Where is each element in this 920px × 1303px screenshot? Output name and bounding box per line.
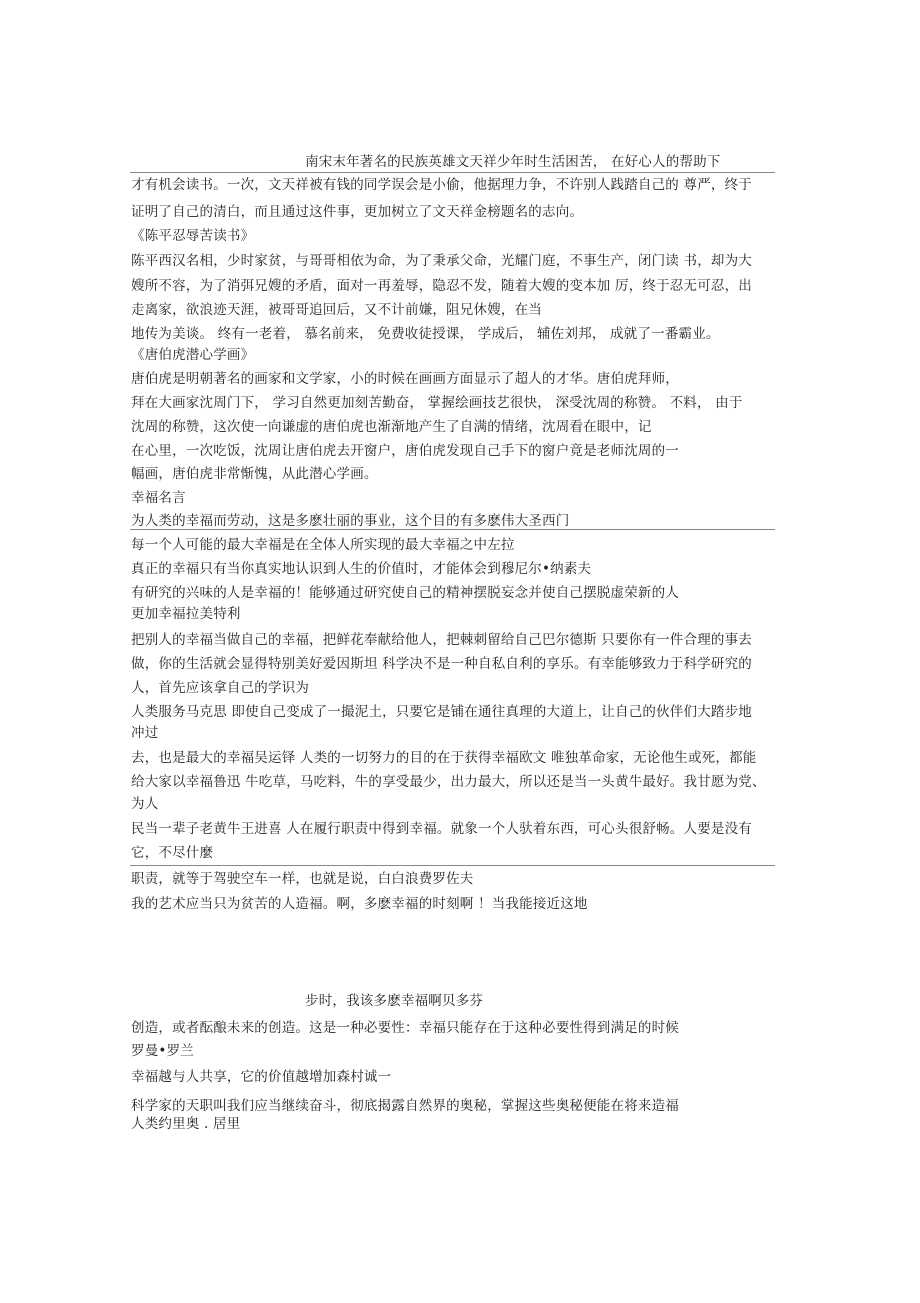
text-line: 南宋末年著名的民族英雄文天祥少年时生活困苦， 在好心人的帮助下 [305,154,721,170]
text-line: 在心里，一次吃饭，沈周让唐伯虎去开窗户，唐伯虎发现自己手下的窗户竟是老师沈周的一 [131,443,679,459]
text-line: 为人类的幸福而劳动，这是多麽壮丽的事业，这个目的有多麽伟大圣西门 [131,513,570,529]
text-line: 做，你的生活就会显得特别美好爱因斯坦 科学决不是一种自私自利的享乐。有幸能够致力于科学研究的 [131,656,752,672]
text-line: 地传为美谈。 终有一老着， 慕名前来， 免费收徒授课， 学成后， 辅佐刘邦， 成就了一番霸业。 [131,326,720,342]
divider [130,172,775,173]
text-line: 我的艺术应当只为贫苦的人造福。啊，多麽幸福的时刻啊 ！当我能接近这地 [131,896,588,912]
text-line: 走离家，欲浪迹天涯，被哥哥追回后，又不计前嫌，阻兄休嫂，在当 [131,302,542,318]
text-line: 沈周的称赞，这次使一向谦虚的唐伯虎也渐渐地产生了自满的情绪，沈周看在眼中，记 [131,419,652,435]
text-line: 人类约里奥 . 居里 [131,1116,241,1132]
text-line: 才有机会读书。一次，文天祥被有钱的同学误会是小偷，他据理力争，不许别人践踏自己的 尊严，终于 [131,177,752,193]
text-line: 唐伯虎是明朝著名的画家和文学家，小的时候在画画方面显示了超人的才华。唐伯虎拜师， [131,371,679,387]
text-line: 把别人的幸福当做自己的幸福，把鲜花奉献给他人，把棘刺留给自己巴尔德斯 只要你有一件合理的事去 [131,632,752,648]
text-line: 陈平西汉名相，少时家贫，与哥哥相依为命，为了秉承父命，光耀门庭，不事生产，闭门读 书，却为大 [131,253,752,269]
divider [130,865,775,866]
text-line: 人类服务马克思 即使自己变成了一撮泥土，只要它是铺在通往真理的大道上，让自己的伙伴们大踏步地 [131,704,752,720]
text-line: 步时，我该多麽幸福啊贝多芬 [305,993,484,1009]
text-line: 给大家以幸福鲁迅 牛吃草，马吃料，牛的享受最少，出力最大，所以还是当一头黄牛最好。我甘愿为党、 [131,774,766,790]
text-line: 民当一辈子老黄牛王进喜 人在履行职责中得到幸福。就象一个人驮着东西，可心头很舒畅。人要是没有 [131,821,752,837]
section-title: 《陈平忍辱苦读书》 [131,228,255,244]
text-line: 科学家的天职叫我们应当继续奋斗，彻底揭露自然界的奥秘，掌握这些奥秘便能在将来造福 [131,1098,679,1114]
text-line: 冲过 [131,725,159,741]
text-line: 每一个人可能的最大幸福是在全体人所实现的最大幸福之中左拉 [131,537,515,553]
text-line: 有研究的兴味的人是幸福的！能够通过研究使自己的精神摆脱妄念并使自己摆脱虚荣新的人 [131,585,679,601]
text-line: 创造，或者酝酿未来的创造。这是一种必要性：幸福只能存在于这种必要性得到满足的时候 [131,1020,679,1036]
text-line: 证明了自己的清白，而且通过这件事，更加树立了文天祥金榜题名的志向。 [131,204,584,220]
text-line: 职责，就等于驾驶空车一样，也就是说，白白浪费罗佐夫 [131,871,474,887]
text-line: 拜在大画家沈周门下， 学习自然更加刻苦勤奋， 掌握绘画技艺很快， 深受沈周的称赞。 不料， 由于 [131,395,743,411]
text-line: 罗曼•罗兰 [131,1043,194,1059]
text-line: 为人 [131,796,159,812]
divider [130,529,775,530]
text-line: 真正的幸福只有当你真实地认识到人生的价值时，才能体会到穆尼尔•纳素夫 [131,561,592,577]
section-title: 幸福名言 [131,490,186,506]
text-line: 幸福越与人共享，它的价值越增加森村诚一 [131,1069,392,1085]
text-line: 去，也是最大的幸福吴运铎 人类的一切努力的目的在于获得幸福欧文 唯独革命家，无论他生或死，都能 [131,750,757,766]
text-line: 幅画，唐伯虎非常惭愧，从此潜心学画。 [131,466,378,482]
text-line: 人，首先应该拿自己的学识为 [131,680,310,696]
text-line: 嫂所不容，为了消弭兄嫂的矛盾，面对一再羞辱，隐忍不发，随着大嫂的变本加 厉，终于忍无可忍，出 [131,278,752,294]
text-line: 它，不尽什麼 [131,845,214,861]
text-line: 更加幸福拉美特利 [131,606,241,622]
section-title: 《唐伯虎潜心学画》 [131,347,255,363]
